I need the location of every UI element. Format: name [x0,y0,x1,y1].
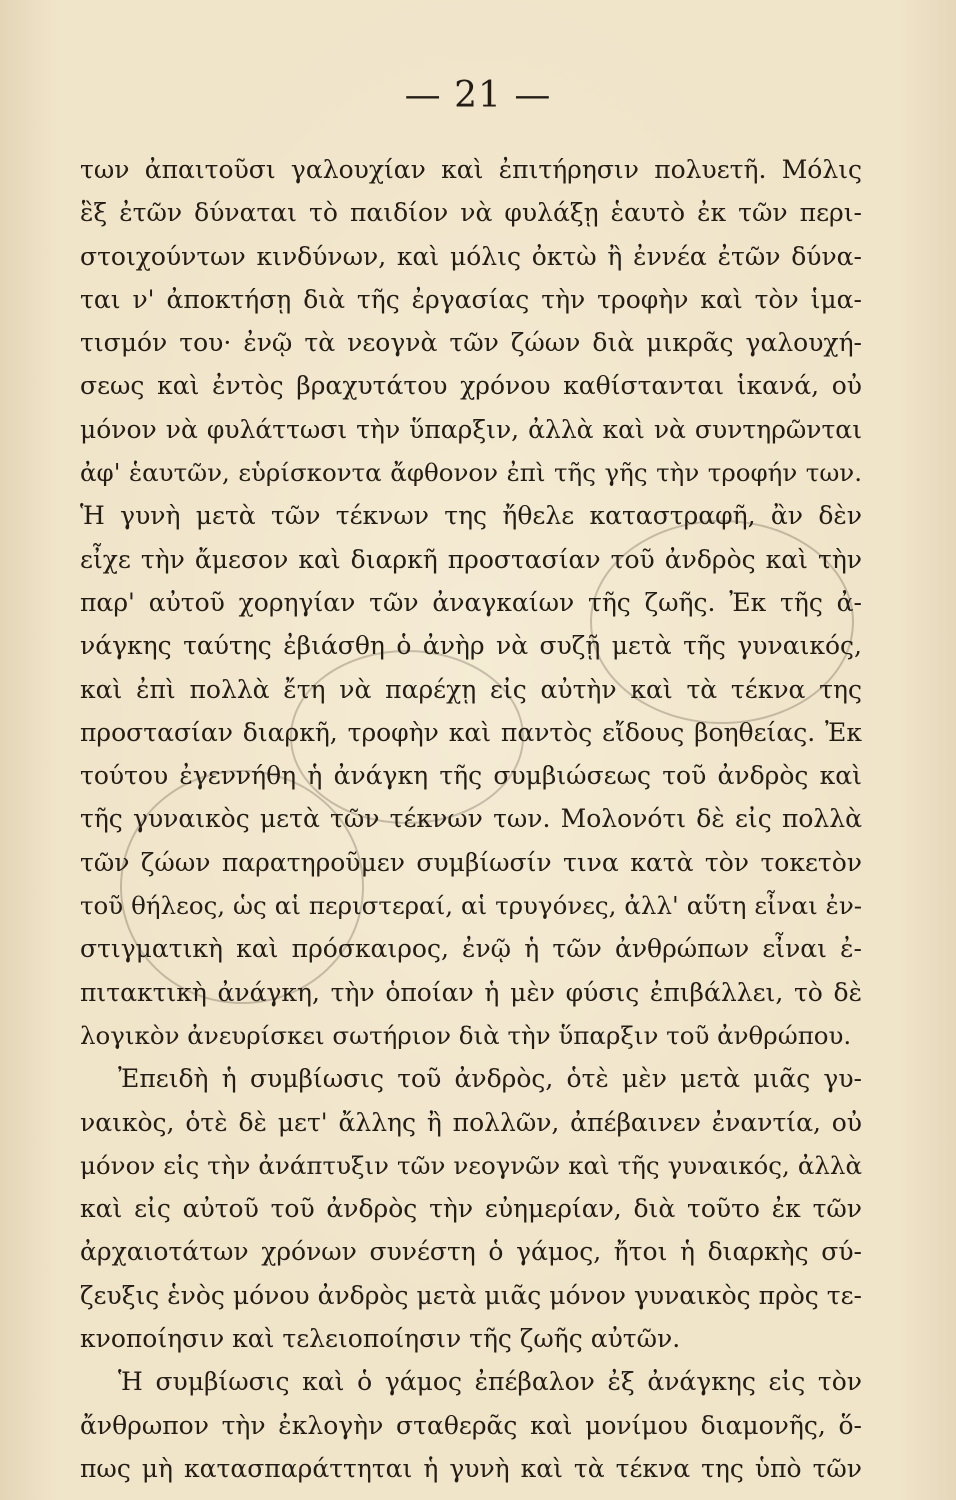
text-line: ἓξ ἐτῶν δύναται τὸ παιδίον νὰ φυλάξῃ ἑαυτὸ ἐκ τῶν περι- [80,198,862,228]
text-line: τισμόν του· ἐνῷ τὰ νεογνὰ τῶν ζώων διὰ μικρᾶς γαλουχή- [80,328,862,358]
text-line: μόνον νὰ φυλάττωσι τὴν ὕπαρξιν, ἀλλὰ καὶ νὰ συντηρῶνται [80,414,862,444]
text-line: Ἐπειδὴ ἡ συμβίωσις τοῦ ἀνδρὸς, ὁτὲ μὲν μετὰ μιᾶς γυ- [118,1064,862,1094]
text-line: ναικὸς, ὁτὲ δὲ μετ' ἄλλης ἢ πολλῶν, ἀπέβαινεν ἐναντία, οὐ [80,1107,862,1137]
text-line: τῶν ζώων παρατηροῦμεν συμβίωσίν τινα κατὰ τὸν τοκετὸν [80,847,862,877]
text-line: Ἡ συμβίωσις καὶ ὁ γάμος ἐπέβαλον ἐξ ἀνάγκης εἰς τὸν [118,1367,862,1397]
text-line: εἶχε τὴν ἄμεσον καὶ διαρκῆ προστασίαν τοῦ ἀνδρὸς καὶ τὴν [80,544,862,574]
text-line: ἀφ' ἑαυτῶν, εὑρίσκοντα ἄφθονον ἐπὶ τῆς γῆς τὴν τροφήν των. [80,458,862,488]
body-text [80,148,862,1490]
text-line: τοῦ θήλεος, ὡς αἱ περιστεραί, αἱ τρυγόνες, ἀλλ' αὕτη εἶναι ἐν- [80,891,862,921]
text-line: μόνον εἰς τὴν ἀνάπτυξιν τῶν νεογνῶν καὶ τῆς γυναικός, ἀλλὰ [80,1150,862,1180]
text-line: ἀρχαιοτάτων χρόνων συνέστη ὁ γάμος, ἤτοι ἡ διαρκὴς σύ- [80,1237,862,1267]
text-line: τῆς γυναικὸς μετὰ τῶν τέκνων των. Μολονότι δὲ εἰς πολλὰ [80,804,862,834]
text-line: καὶ ἐπὶ πολλὰ ἔτη νὰ παρέχῃ εἰς αὐτὴν καὶ τὰ τέκνα της [80,674,862,704]
text-line: λογικὸν ἀνευρίσκει σωτήριον διὰ τὴν ὕπαρξιν τοῦ ἀνθρώπου. [80,1020,852,1050]
page-number: — 21 — [404,75,552,116]
text-line: πιτακτικὴ ἀνάγκη, τὴν ὁποίαν ἡ μὲν φύσις ἐπιβάλλει, τὸ δὲ [80,977,862,1007]
text-line: προστασίαν διαρκῆ, τροφὴν καὶ παντὸς εἴδους βοηθείας. Ἐκ [80,717,862,747]
text-line: κνοποίησιν καὶ τελειοποίησιν τῆς ζωῆς αὐτῶν. [80,1324,681,1354]
text-line: παρ' αὐτοῦ χορηγίαν τῶν ἀναγκαίων τῆς ζωῆς. Ἐκ τῆς ἀ- [80,587,862,617]
text-line: ται ν' ἀποκτήσῃ διὰ τῆς ἐργασίας τὴν τροφὴν καὶ τὸν ἱμα- [80,284,862,314]
text-line: στιγματικὴ καὶ πρόσκαιρος, ἐνῷ ἡ τῶν ἀνθρώπων εἶναι ἐ- [80,934,862,964]
text-line: τούτου ἐγεννήθη ἡ ἀνάγκη τῆς συμβιώσεως τοῦ ἀνδρὸς καὶ [80,761,862,791]
text-line: νάγκης ταύτης ἐβιάσθη ὁ ἀνὴρ νὰ συζῇ μετὰ τῆς γυναικός, [80,631,862,661]
text-line: καὶ εἰς αὐτοῦ τοῦ ἀνδρὸς τὴν εὐημερίαν, διὰ τοῦτο ἐκ τῶν [80,1194,862,1224]
text-line: ζευξις ἑνὸς μόνου ἀνδρὸς μετὰ μιᾶς μόνον γυναικὸς πρὸς τε- [80,1280,862,1310]
text-line: ἄνθρωπον τὴν ἐκλογὴν σταθερᾶς καὶ μονίμου διαμονῆς, ὅ- [80,1410,862,1440]
text-line: στοιχούντων κινδύνων, καὶ μόλις ὀκτὼ ἢ ἐννέα ἐτῶν δύνα- [80,241,862,271]
text-line: των ἀπαιτοῦσι γαλουχίαν καὶ ἐπιτήρησιν πολυετῆ. Μόλις [80,155,862,184]
text-line: σεως καὶ ἐντὸς βραχυτάτου χρόνου καθίστανται ἱκανά, οὐ [80,371,862,401]
text-line: Ἡ γυνὴ μετὰ τῶν τέκνων της ἤθελε καταστραφῆ, ἂν δὲν [80,501,862,531]
text-line: πως μὴ κατασπαράττηται ἡ γυνὴ καὶ τὰ τέκνα της ὑπὸ τῶν [80,1453,862,1483]
